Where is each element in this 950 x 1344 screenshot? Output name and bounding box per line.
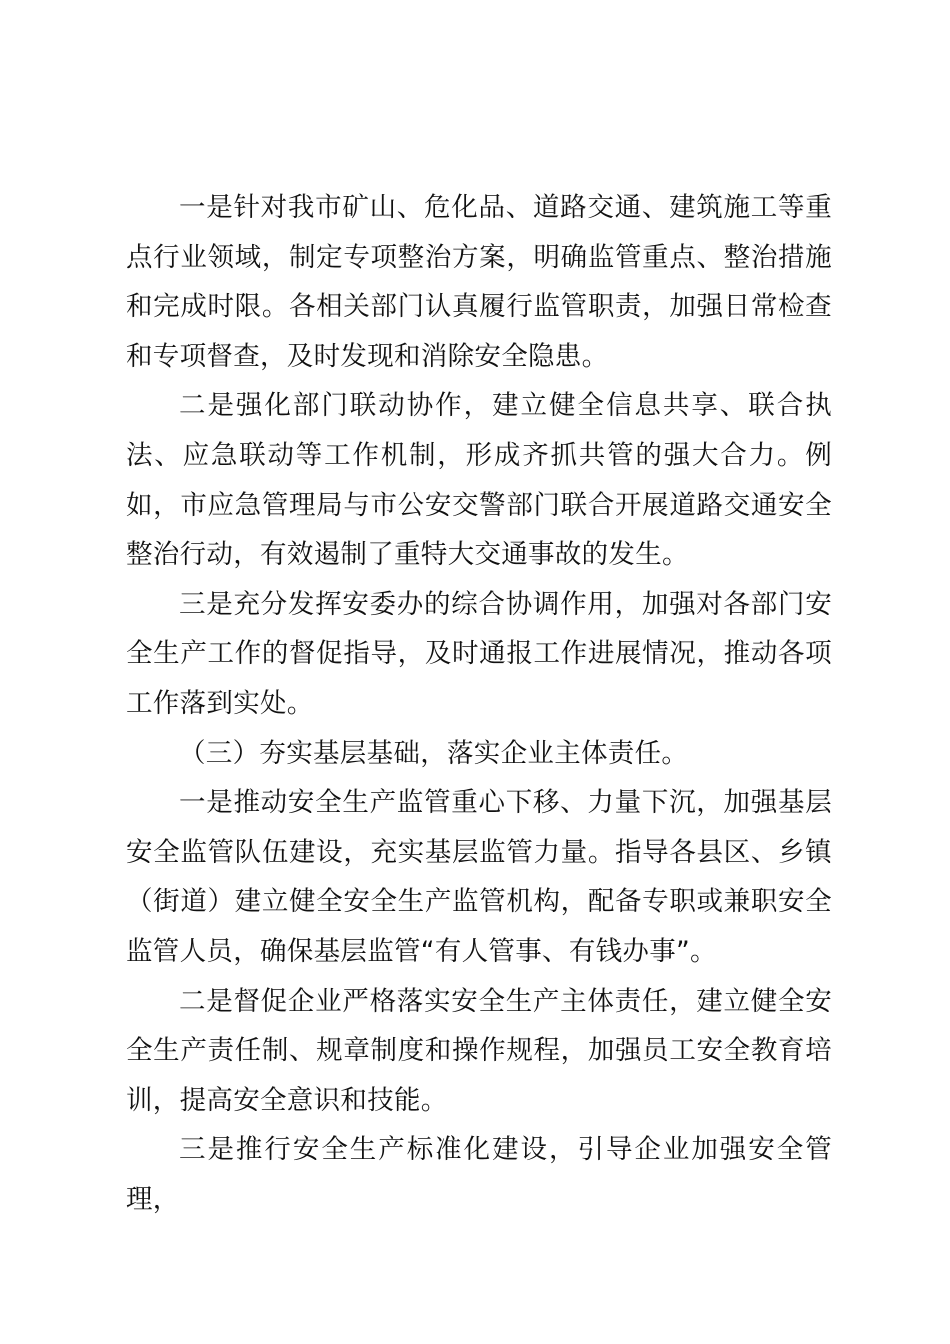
paragraph-4: 一是推动安全生产监管重心下移、力量下沉，加强基层安全监管队伍建设，充实基层监管力量。指导各县区、乡镇（街道）建立健全安全生产监管机构，配备专职或兼职安全监管人员，确保基层监管“有人管事、有钱办事”。 [126,787,832,967]
paragraph-3: 三是充分发挥安委办的综合协调作用，加强对各部门安全生产工作的督促指导，及时通报工作进展情况，推动各项工作落到实处。 [126,588,832,719]
paragraph-1: 一是针对我市矿山、危化品、道路交通、建筑施工等重点行业领域，制定专项整治方案，明确监管重点、整治措施和完成时限。各相关部门认真履行监管职责，加强日常检查和专项督查，及时发现和消除安全隐患。 [126,192,832,372]
paragraph-5: 二是督促企业严格落实安全生产主体责任，建立健全安全生产责任制、规章制度和操作规程，加强员工安全教育培训，提高安全意识和技能。 [126,985,832,1116]
document-body [126,183,832,1224]
section-heading: （三）夯实基层基础，落实企业主体责任。 [179,737,689,769]
paragraph-2: 二是强化部门联动协作，建立健全信息共享、联合执法、应急联动等工作机制，形成齐抓共管的强大合力。例如，市应急管理局与市公安交警部门联合开展道路交通安全整治行动，有效遏制了重特大交通事故的发生。 [126,390,832,571]
paragraph-6: 三是推行安全生产标准化建设，引导企业加强安全管理， [126,1134,832,1215]
